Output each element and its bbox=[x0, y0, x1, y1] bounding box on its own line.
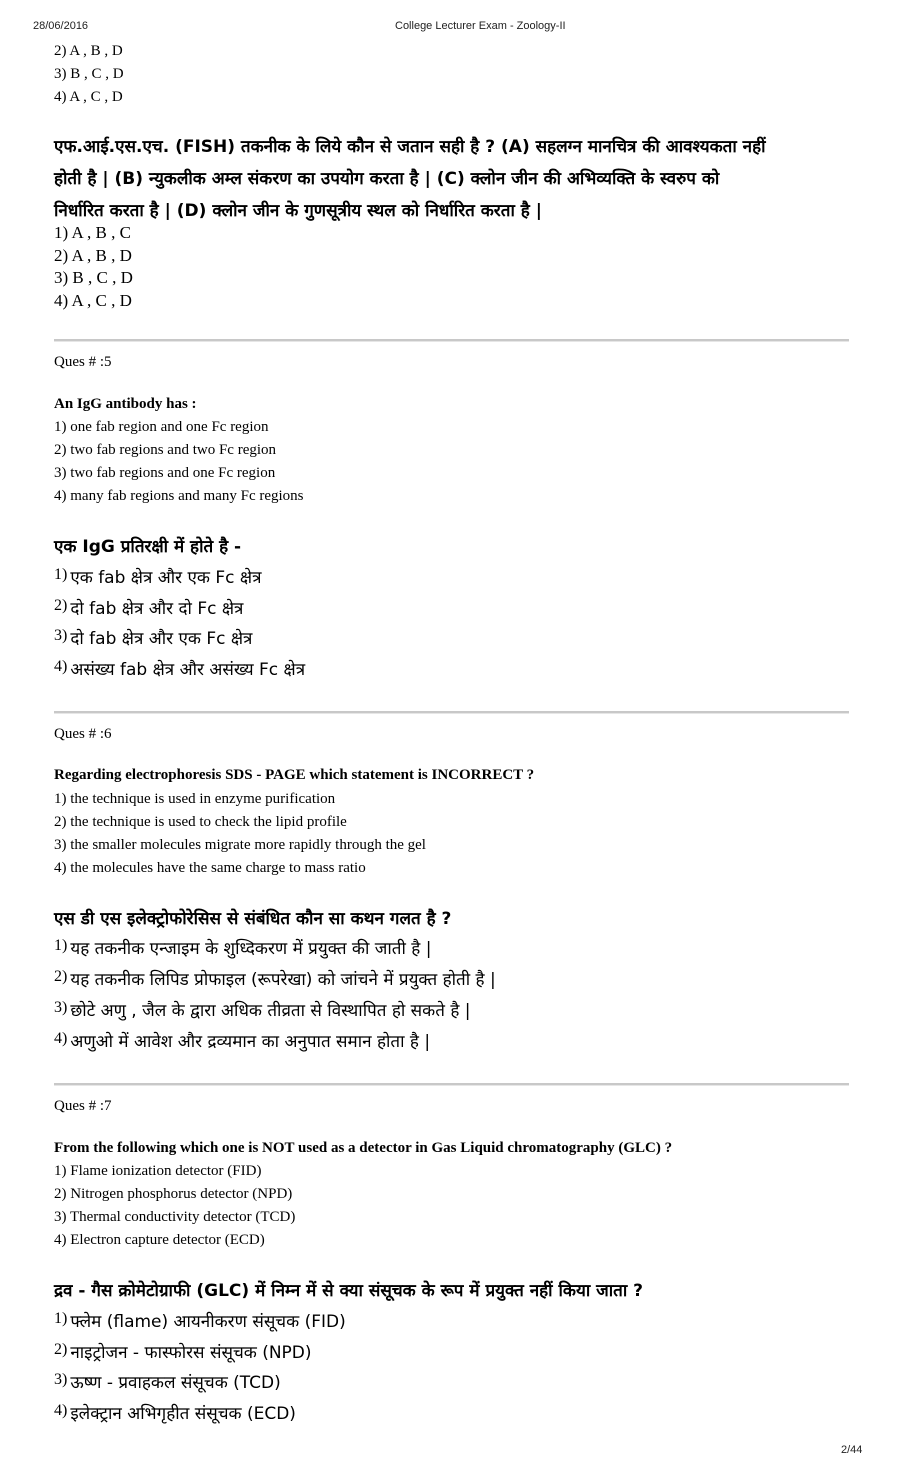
option-hi: 3) छोटे अणु , जैल के द्वारा अधिक तीव्रता से विस्थापित हो सकते है | bbox=[54, 999, 471, 1021]
option-en: 1) Flame ionization detector (FID) bbox=[54, 1163, 262, 1179]
option-hi: 2) दो fab क्षेत्र और दो Fc क्षेत्र bbox=[54, 597, 244, 619]
option-hi: 4) अणुओ में आवेश और द्रव्यमान का अनुपात समान होता है | bbox=[54, 1030, 431, 1052]
prev-question-hi-line: एफ.आई.एस.एच. (FISH) तकनीक के लिये कौन से जतान सही है ? (A) सहलग्न मानचित्र की आवश्यकता नहीं bbox=[54, 137, 766, 157]
option-en: 4) Electron capture detector (ECD) bbox=[54, 1232, 265, 1248]
option-hi: 4) इलेक्ट्रान अभिगृहीत संसूचक (ECD) bbox=[54, 1402, 296, 1424]
option-hi: 3) ऊष्ण - प्रवाहकल संसूचक (TCD) bbox=[54, 1371, 281, 1393]
separator bbox=[54, 1083, 849, 1086]
header-title: College Lecturer Exam - Zoology-II bbox=[395, 20, 566, 32]
question-text-hi: एस डी एस इलेक्ट्रोफोरेसिस से संबंधित कौन सा कथन गलत है ? bbox=[54, 909, 452, 929]
question-text-hi: एक IgG प्रतिरक्षी में होते है - bbox=[54, 537, 242, 557]
option-en: 1) one fab region and one Fc region bbox=[54, 419, 269, 435]
option-en: 4) many fab regions and many Fc regions bbox=[54, 488, 304, 504]
option-hi: 1) फ्लेम (flame) आयनीकरण संसूचक (FID) bbox=[54, 1310, 346, 1332]
option-hi: 4) असंख्य fab क्षेत्र और असंख्य Fc क्षेत्र bbox=[54, 658, 306, 680]
question-number: Ques # :6 bbox=[54, 726, 112, 742]
question-number: Ques # :5 bbox=[54, 354, 112, 370]
prev-question-hi-line: होती है | (B) न्युकलीक अम्ल संकरण का उपयोग करता है | (C) क्लोन जीन की अभिव्यक्ति के स्वरुप को bbox=[54, 169, 720, 189]
option-hi: 3) दो fab क्षेत्र और एक Fc क्षेत्र bbox=[54, 627, 253, 649]
option-hi: 1) एक fab क्षेत्र और एक Fc क्षेत्र bbox=[54, 566, 262, 588]
option-hi: 2) यह तकनीक लिपिड प्रोफाइल (रूपरेखा) को जांचने में प्रयुक्त होती है | bbox=[54, 968, 496, 990]
question-number: Ques # :7 bbox=[54, 1098, 112, 1114]
prev-option-en: 3) B , C , D bbox=[54, 66, 124, 82]
option-en: 2) the technique is used to check the lipid profile bbox=[54, 814, 347, 830]
option-hi: 1) यह तकनीक एन्जाइम के शुध्दिकरण में प्रयुक्त की जाती है | bbox=[54, 937, 432, 959]
question-text-en: An IgG antibody has : bbox=[54, 396, 197, 412]
prev-option-hi: 3) B , C , D bbox=[54, 268, 133, 287]
prev-option-en: 4) A , C , D bbox=[54, 89, 123, 105]
option-en: 3) two fab regions and one Fc region bbox=[54, 465, 276, 481]
prev-option-hi: 4) A , C , D bbox=[54, 291, 132, 310]
question-text-hi: द्रव - गैस क्रोमेटोग्राफी (GLC) में निम्न में से क्या संसूचक के रूप में प्रयुक्त नहीं किया जाता ? bbox=[54, 1281, 644, 1301]
option-en: 4) the molecules have the same charge to mass ratio bbox=[54, 860, 366, 876]
option-en: 3) the smaller molecules migrate more rapidly through the gel bbox=[54, 837, 426, 853]
header-date: 28/06/2016 bbox=[33, 20, 89, 32]
option-hi: 2) नाइट्रोजन - फास्फोरस संसूचक (NPD) bbox=[54, 1341, 312, 1363]
separator bbox=[54, 339, 849, 342]
prev-question-hi-line: निर्धारित करता है | (D) क्लोन जीन के गुणसूत्रीय स्थल को निर्धारित करता है | bbox=[54, 201, 542, 221]
separator bbox=[54, 711, 849, 714]
option-en: 2) Nitrogen phosphorus detector (NPD) bbox=[54, 1186, 293, 1202]
prev-option-en: 2) A , B , D bbox=[54, 43, 123, 59]
option-en: 3) Thermal conductivity detector (TCD) bbox=[54, 1209, 296, 1225]
option-en: 1) the technique is used in enzyme purification bbox=[54, 791, 336, 807]
question-text-en: From the following which one is NOT used as a detector in Gas Liquid chromatography (GLC) ? bbox=[54, 1140, 673, 1156]
question-text-en: Regarding electrophoresis SDS - PAGE which statement is INCORRECT ? bbox=[54, 767, 535, 783]
prev-option-hi: 1) A , B , C bbox=[54, 223, 131, 242]
prev-option-hi: 2) A , B , D bbox=[54, 246, 132, 265]
option-en: 2) two fab regions and two Fc region bbox=[54, 442, 277, 458]
page-number: 2/44 bbox=[841, 1444, 863, 1456]
